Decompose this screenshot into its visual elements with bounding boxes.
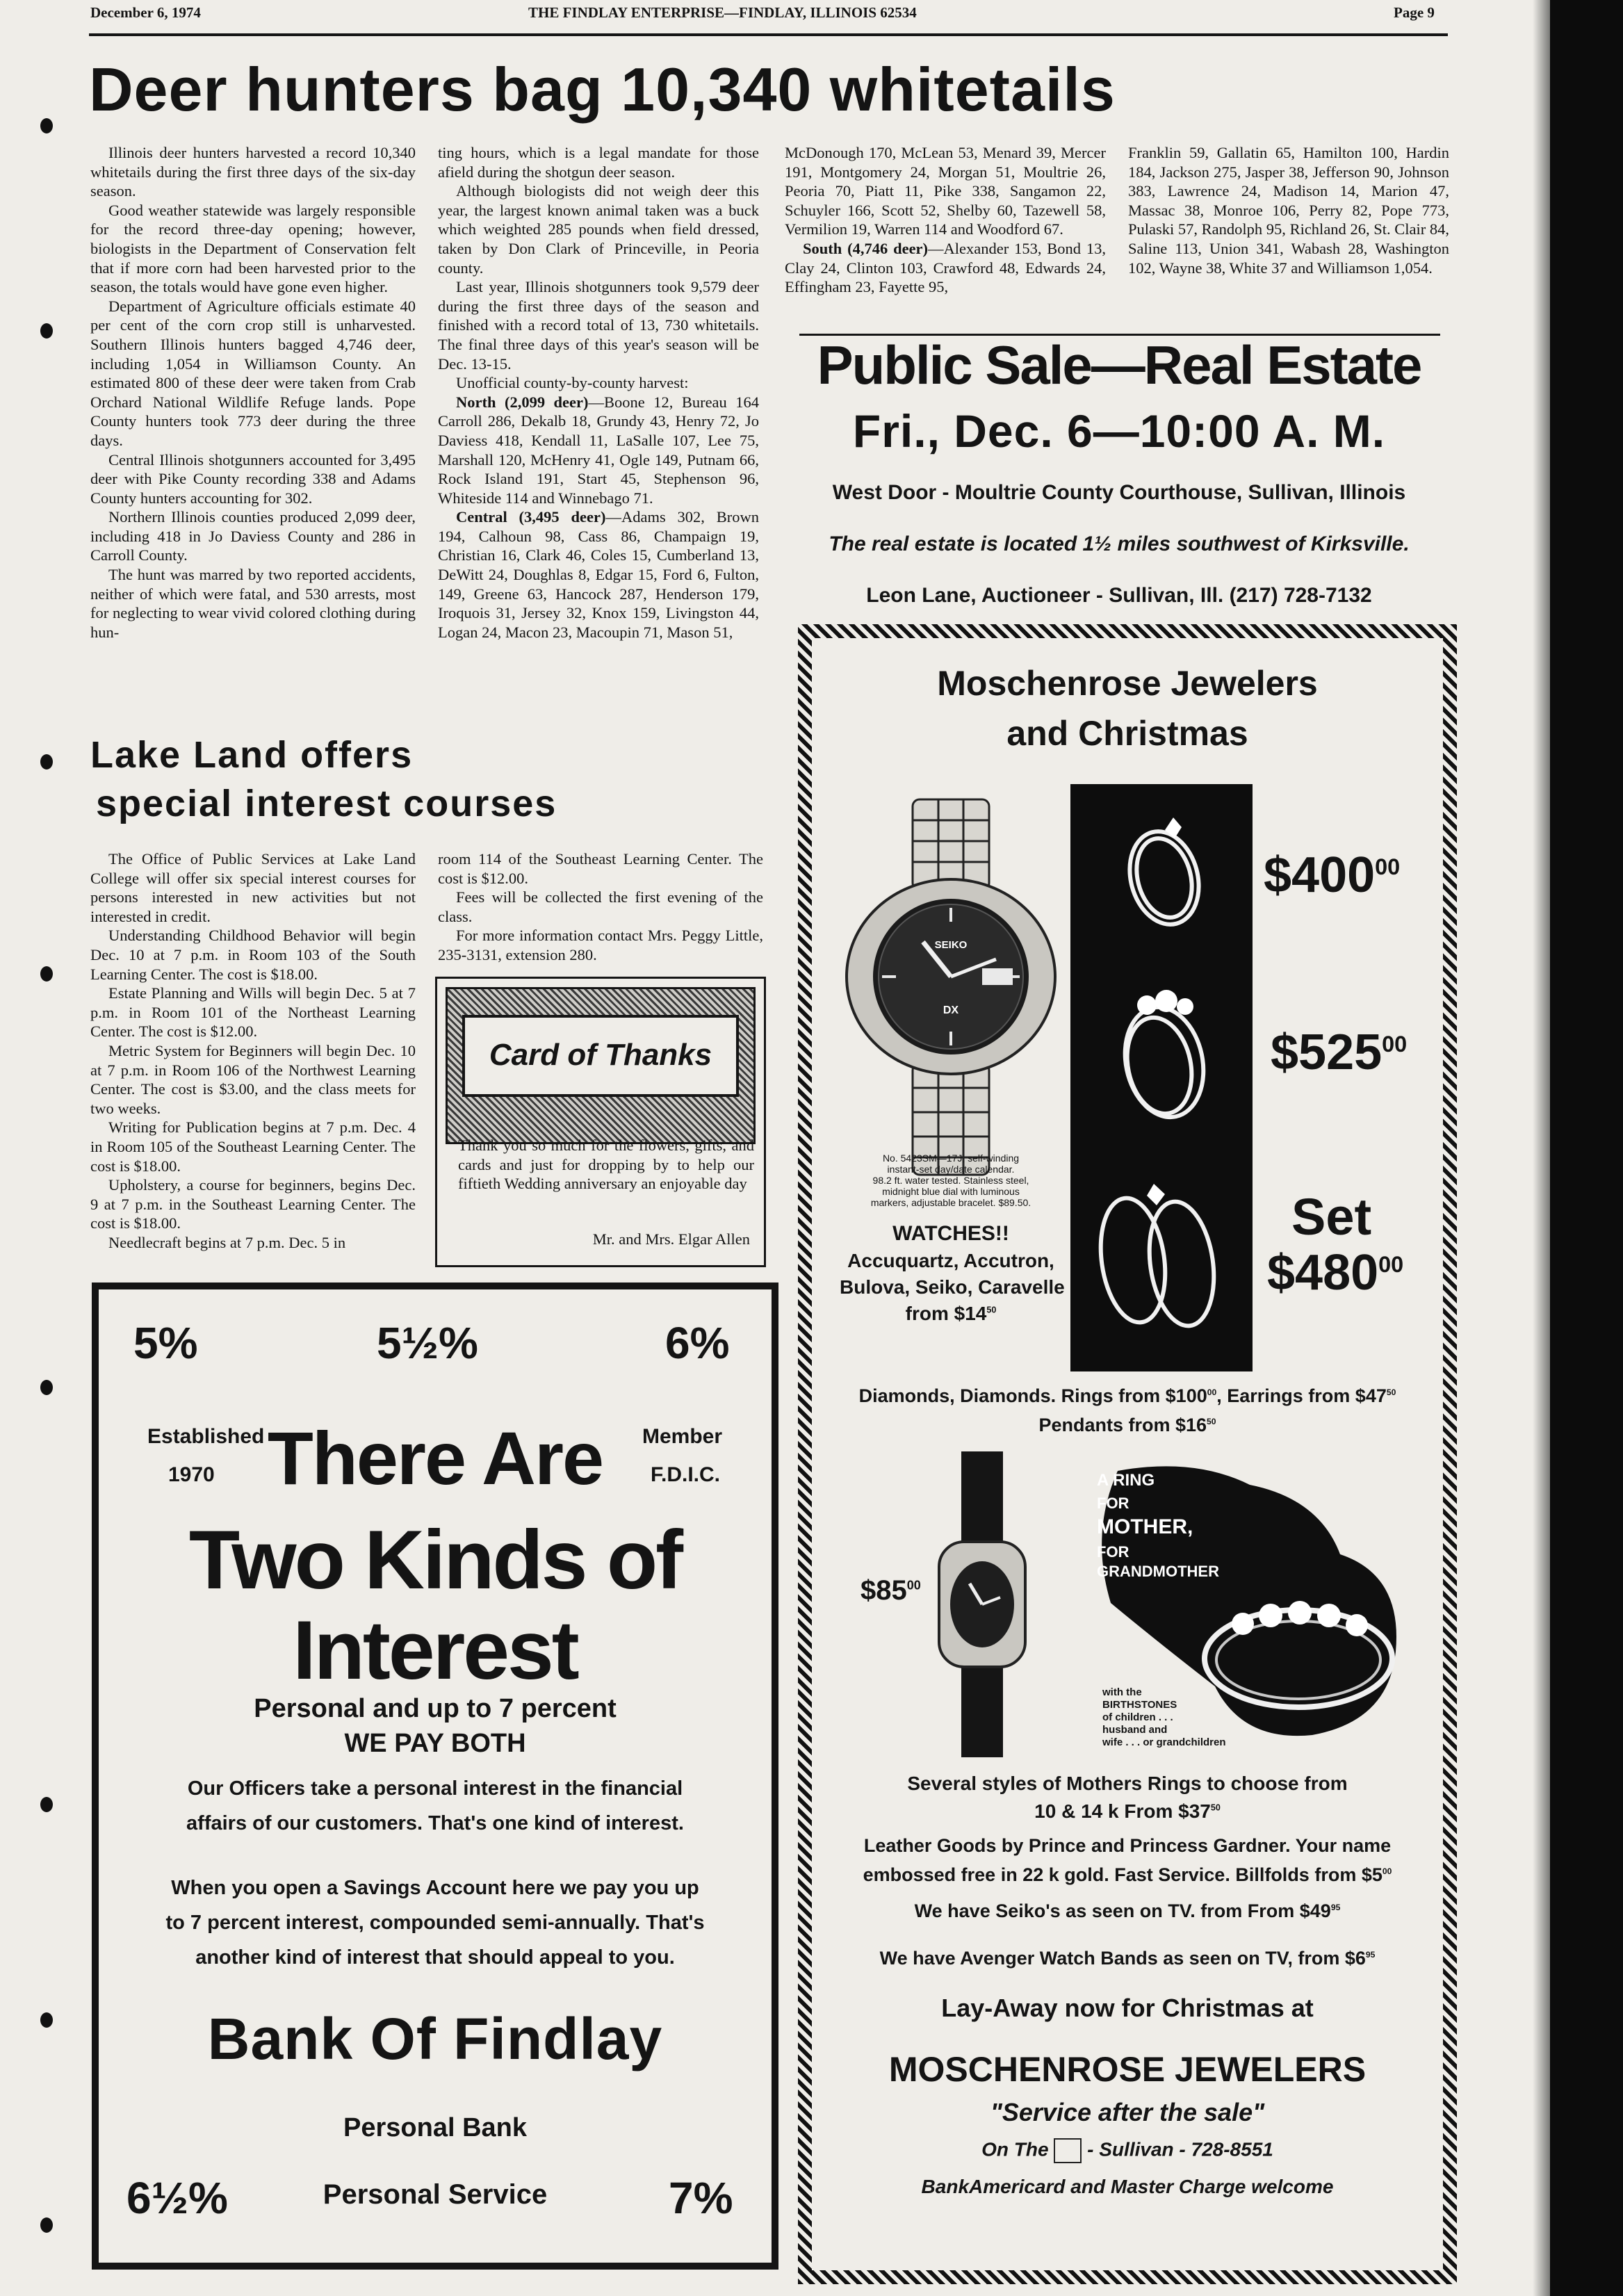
bank-headline-3: Interest — [293, 1604, 578, 1697]
rings-illustration — [1070, 784, 1253, 1371]
birthstones-line-5: wife . . . or grandchildren — [1102, 1736, 1226, 1748]
jeweler-title-2: and Christmas — [1006, 714, 1248, 753]
watch-caption-1: No. 5423SM—17J, self-winding — [882, 1153, 1020, 1164]
mother-line-4: FOR — [1097, 1543, 1129, 1561]
square-symbol — [1054, 2138, 1082, 2163]
deer-column-1: Illinois deer hunters harvested a record 10,340 whitetails during the first three days of the six-day season. Good weather statewide was largely responsible for the record three-day opening; however, biologists in the Department of Conservation felt that if more corn had been harvested prior to the season, the totals would have gone even higher. Department of Agriculture officials estimate 40 per cent of the corn crop still is unharvested. Southern Illinois hunters bagged 4,746 deer, including 1,054 in Williamson County. An estimated 800 of these deer were taken from Crab Orchard National Wildlife Refuge lands. Pope County hunters took 773 deer during the three days. Central Illinois shotgunners accounted for 3,495 deer with Pike County recording 338 and Adams County hunters accounting for 302. Northern Illinois counties produced 2,099 deer, including 418 in Jo Daviess County and 286 in Carroll County. The hunt was marred by two reported accidents, neither of which were fatal, and 530 arrests, most for neglecting to wear vivid colored clothing during hun- — [90, 144, 416, 641]
seiko-watch-illustration — [840, 792, 1062, 1182]
lakeland-column-2: room 114 of the Southeast Learning Center. The cost is $12.00. Fees will be collected the first evening of the class. For more information contact Mrs. Peggy Little, 235-3131, extension 280. — [438, 850, 763, 963]
leather-line-2: embossed free in 22 k gold. Fast Service. Billfolds from $\$5^{00}$ — [863, 1864, 1392, 1885]
real-estate-where: West Door - Moultrie County Courthouse, Sullivan, Illinois — [832, 481, 1406, 504]
card-of-thanks-body: Thank you so much for the flowers, gifts, and cards and just for dropping by to help our fiftieth Wedding anniversary an enjoyable day — [458, 1137, 754, 1192]
birthstones-line-1: with the — [1102, 1686, 1142, 1698]
avenger-line: We have Avenger Watch Bands as seen on TV, from $\$6^{95}$ — [879, 1948, 1376, 1969]
seiko-tv-line: We have Seiko's as seen on TV. from From $\$49^{95}$ — [914, 1900, 1341, 1921]
header-page-number: Page 9 — [1394, 4, 1435, 21]
bank-subhead-2: WE PAY BOTH — [344, 1729, 526, 1758]
watch-caption-5: markers, adjustable bracelet. $89.50. — [870, 1197, 1031, 1208]
lakeland-column-1: The Office of Public Services at Lake Land College will offer six special interest courses for persons interested in new activities but not interested in credit. Understanding Childhood Behavior will begin Dec. 10 at 7 p.m. in Room 103 of the South Learning Center. The cost is $18.00. Estate Planning and Wills will begin Dec. 5 at 7 p.m. in Room 101 of the Northeast Learning Center. The cost is $12.00. Metric System for Beginners will begin Dec. 10 at 7 p.m. in Room 106 of the Northwest Learning Center. The cost is $3.00, and the class meets for two weeks. Writing for Publication begins at 7 p.m. Dec. 4 in Room 105 of the Southeast Learning Center. The cost is $18.00. Upholstery, a course for beginners, begins Dec. 9 at 7 p.m. in the Southeast Learning Center. The cost is $18.00. Needlecraft begins at 7 p.m. Dec. 5 in — [90, 850, 416, 1251]
price-set-label: Set — [1291, 1188, 1372, 1246]
leather-line-1: Leather Goods by Prince and Princess Gardner. Your name — [863, 1835, 1392, 1856]
watches-line-1: Accuquartz, Accutron, — [847, 1250, 1054, 1271]
deer-column-4: Franklin 59, Gallatin 65, Hamilton 100, Hardin 184, Jackson 275, Jasper 38, Jefferson 90, Johnson 383, Lawrence 24, Madison 14, Marion 47, Massac 38, Monroe 106, Perry 82, Pope 773, Pulaski 57, Randolph 95, Richland 26, St. Clair 84, Saline 113, Union 341, Wabash 28, Washington 102, Wayne 38, White 37 and Williamson 1,054. — [1128, 144, 1449, 277]
moschenrose-jewelers-ad — [798, 624, 1457, 2284]
jeweler-slogan: "Service after the sale" — [990, 2098, 1265, 2126]
watch-caption-4: midnight blue dial with luminous — [882, 1186, 1020, 1197]
birthstones-line-3: of children . . . — [1102, 1711, 1173, 1723]
header-date: December 6, 1974 — [90, 4, 201, 21]
mother-line-1: A RING — [1097, 1471, 1155, 1490]
watch-caption-3: 98.2 ft. water tested. Stainless steel, — [872, 1175, 1029, 1186]
styles-line-2: 10 & 14 k From $\$37^{50}$ — [1034, 1800, 1221, 1822]
rate-top-left: 5% — [133, 1318, 198, 1368]
bank-name: Bank Of Findlay — [207, 2006, 663, 2071]
bank-paragraph-1-line-2: affairs of our customers. That's one kind of interest. — [186, 1812, 684, 1834]
rate-top-center: 5½% — [377, 1318, 478, 1368]
watch-brand: SEIKO — [934, 939, 968, 951]
bank-personal-service: Personal Service — [323, 2179, 548, 2210]
rate-bottom-right: 7% — [669, 2173, 733, 2223]
bank-fdic: F.D.I.C. — [651, 1463, 721, 1486]
rate-bottom-left: 6½% — [127, 2173, 228, 2223]
price-ring-set: $\$480^{00}$ — [1267, 1245, 1404, 1301]
price-ring-2: $\$525^{00}$ — [1271, 1025, 1408, 1080]
bank-established: Established — [147, 1425, 265, 1448]
bank-headline-2: Two Kinds of — [188, 1513, 682, 1606]
card-of-thanks-title: Card of Thanks — [462, 1015, 739, 1097]
watch-2-price: $\$85^{00}$ — [861, 1575, 921, 1606]
bank-paragraph-2-line-3: another kind of interest that should appeal to you. — [195, 1946, 675, 1969]
birthstones-line-4: husband and — [1102, 1724, 1168, 1736]
strap-watch-illustration — [933, 1451, 1031, 1757]
watches-title: WATCHES!! — [892, 1222, 1009, 1245]
bank-paragraph-1-line-1: Our Officers take a personal interest in the financial — [187, 1777, 683, 1800]
layaway-line: Lay-Away now for Christmas at — [941, 1994, 1314, 2022]
deer-column-2: ting hours, which is a legal mandate for those afield during the shotgun deer season. Although biologists did not weigh deer this year, the largest known animal taken was a buck which weighted 285 pounds when field dressed, taken by Don Clark of Princeville, in Peoria county. Last year, Illinois shotgunners took 9,579 deer during the first three days of the season and finished with a record total of 13, 730 whitetails. The final three days of this year's season will be Dec. 13-15. Unofficial county-by-county harvest: North (2,099 deer)—Boone 12, Bureau 164 Carroll 286, Dekalb 18, Grundy 43, Henry 72, Jo Daviess 418, Kendall 11, LaSalle 107, Lee 75, Marshall 120, McHenry 41, Ogle 149, Putnam 66, Rock Island 191, Start 45, Stephenson 96, Whiteside 114 and Winnebago 71. Central (3,495 deer)—Adams 302, Brown 194, Calhoun 98, Cass 86, Champaign 19, Christian 16, Clark 46, Coles 15, Cumberland 13, DeWitt 24, Doughlas 8, Edgar 15, Ford 6, Fulton, 149, Greene 63, Hancock 287, Henderson 179, Iroquois 31, Jersey 32, Knox 159, Livingston 44, Logan 24, Macon 23, Macoupin 71, Mason 51, — [438, 144, 760, 641]
deer-headline: Deer hunters bag 10,340 whitetails — [89, 55, 1116, 124]
bank-subhead-1: Personal and up to 7 percent — [254, 1694, 617, 1723]
scan-edge — [1550, 0, 1623, 2296]
watches-line-3: from $\$14^{50}$ — [905, 1303, 997, 1324]
lakeland-headline-2: special interest courses — [96, 783, 557, 824]
lakeland-headline-1: Lake Land offers — [90, 734, 414, 776]
real-estate-title: Public Sale—Real Estate — [817, 334, 1421, 396]
bank-member: Member — [642, 1425, 723, 1448]
jeweler-title-1: Moschenrose Jewelers — [937, 664, 1318, 703]
rate-top-right: 6% — [665, 1318, 730, 1368]
diamonds-line-2: Pendants from $\$16^{50}$ — [1038, 1415, 1216, 1435]
header-masthead: THE FINDLAY ENTERPRISE—FINDLAY, ILLINOIS 62534 — [528, 4, 917, 21]
bank-paragraph-2-line-1: When you open a Savings Account here we pay you up — [171, 1877, 699, 1899]
deer-column-3: McDonough 170, McLean 53, Menard 39, Mercer 191, Montgomery 24, Morgan 51, Moultrie 26, Peoria 70, Piatt 11, Pike 338, Sangamon 22, Schuyler 166, Scott 52, Shelby 60, Tazewell 58, Vermilion 19, Warren 114 and Woodford 67. South (4,746 deer)—Alexander 153, Bond 13, Clay 24, Clinton 103, Crawford 48, Edwards 24, Effingham 23, Fayette 95, — [785, 144, 1106, 296]
real-estate-location: The real estate is located 1½ miles southwest of Kirksville. — [829, 532, 1410, 555]
styles-line-1: Several styles of Mothers Rings to choose from — [907, 1773, 1348, 1794]
rings-panel — [1070, 784, 1253, 1371]
page-shadow — [1533, 0, 1550, 2296]
birthstones-line-2: BIRTHSTONES — [1102, 1699, 1177, 1711]
mother-line-2: FOR — [1097, 1495, 1129, 1512]
jeweler-name: MOSCHENROSE JEWELERS — [888, 2050, 1367, 2089]
jeweler-address: On The - Sullivan - 728-8551 — [812, 2138, 1443, 2163]
watch-model: DX — [943, 1004, 959, 1016]
bank-paragraph-2-line-2: to 7 percent interest, compounded semi-annually. That's — [165, 1912, 705, 1934]
jeweler-cards: BankAmericard and Master Charge welcome — [921, 2176, 1334, 2197]
watches-line-2: Bulova, Seiko, Caravelle — [840, 1276, 1065, 1298]
price-ring-1: $\$400^{00}$ — [1264, 847, 1401, 903]
watch-caption-2: instant-set day/date calendar. — [887, 1164, 1015, 1175]
header-rule — [89, 33, 1448, 36]
mother-line-5: GRANDMOTHER — [1097, 1563, 1219, 1580]
diamonds-line-1: Diamonds, Diamonds. Rings from $\$100^{00}$, Earrings from $\$47^{50}$ — [858, 1385, 1396, 1406]
card-of-thanks — [435, 977, 766, 1267]
bank-personal-bank: Personal Bank — [343, 2113, 527, 2142]
real-estate-when: Fri., Dec. 6—10:00 A. M. — [852, 405, 1386, 457]
mother-line-3: MOTHER, — [1097, 1515, 1193, 1538]
bank-headline-1: There Are — [267, 1416, 603, 1500]
card-of-thanks-signature: Mr. and Mrs. Elgar Allen — [592, 1230, 750, 1248]
bank-of-findlay-ad — [92, 1283, 778, 2270]
real-estate-auctioneer: Leon Lane, Auctioneer - Sullivan, Ill. (217) 728-7132 — [866, 584, 1372, 607]
bank-established-year: 1970 — [168, 1463, 215, 1486]
